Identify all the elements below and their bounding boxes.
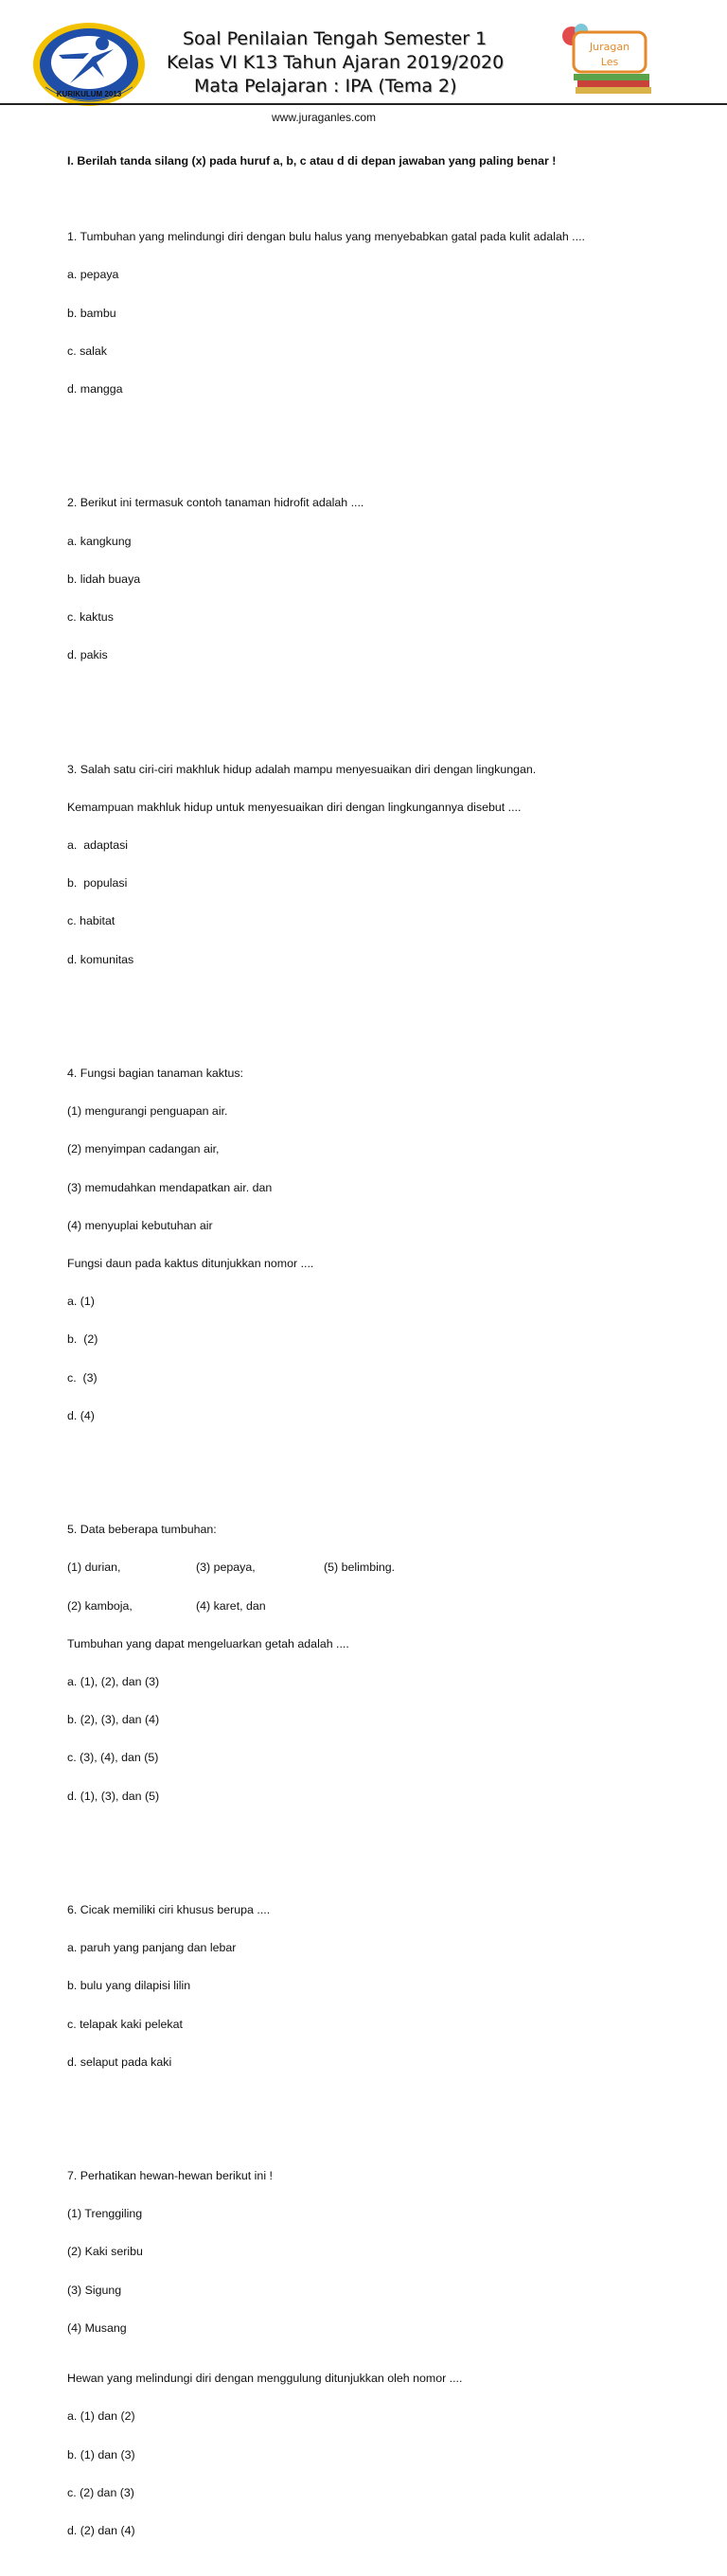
- question-prompt: Hewan yang melindungi diri dengan menggulung ditunjukkan oleh nomor ....: [67, 2372, 463, 2386]
- option: b. (1) dan (3): [67, 2447, 135, 2461]
- question-prompt: Fungsi daun pada kaktus ditunjukkan nomor ....: [67, 1256, 314, 1270]
- question-text: 5. Data beberapa tumbuhan:: [67, 1523, 217, 1537]
- list-item: (4) menyuplai kebutuhan air: [67, 1218, 213, 1232]
- question-text: 2. Berikut ini termasuk contoh tanaman hidrofit adalah ....: [67, 496, 364, 510]
- document-title: Soal Penilaian Tengah Semester 1: [183, 28, 488, 49]
- list-item: (1) mengurangi penguapan air.: [67, 1104, 228, 1119]
- question-text: 6. Cicak memiliki ciri khusus berupa ....: [67, 1902, 271, 1916]
- option: a. pepaya: [67, 268, 119, 282]
- option: a. adaptasi: [67, 838, 129, 852]
- option: d. selaput pada kaki: [67, 2055, 172, 2069]
- list-item: (2) menyimpan cadangan air,: [67, 1142, 220, 1156]
- option: a. (1): [67, 1295, 95, 1309]
- option: b. (2): [67, 1332, 98, 1347]
- list-item: (5) belimbing.: [324, 1561, 396, 1575]
- option: b. bambu: [67, 306, 116, 320]
- svg-text:KURIKULUM 2013: KURIKULUM 2013: [56, 90, 122, 98]
- question-3: [67, 738, 692, 992]
- option: c. salak: [67, 344, 108, 358]
- question-text: 4. Fungsi bagian tanaman kaktus:: [67, 1066, 243, 1080]
- kurikulum-2013-logo: [30, 21, 150, 108]
- option: b. (2), (3), dan (4): [67, 1713, 160, 1727]
- header-divider: [0, 103, 727, 105]
- question-2: [67, 472, 692, 688]
- option: d. pakis: [67, 648, 108, 662]
- question-5: [67, 1498, 692, 1828]
- option: c. (3), (4), dan (5): [67, 1751, 159, 1765]
- question-text: 7. Perhatikan hewan-hewan berikut ini !: [67, 2168, 273, 2182]
- document-header: [0, 0, 727, 124]
- list-item: (4) karet, dan: [196, 1598, 266, 1613]
- website-url: www.juraganles.com: [272, 111, 377, 124]
- option: a. paruh yang panjang dan lebar: [67, 1941, 237, 1955]
- question-text: 3. Salah satu ciri-ciri makhluk hidup adalah mampu menyesuaikan diri dengan lingkungan.: [67, 762, 537, 776]
- document-class-year: Kelas VI K13 Tahun Ajaran 2019/2020: [167, 52, 505, 73]
- option: b. bulu yang dilapisi lilin: [67, 1979, 191, 1993]
- instruction: I. Berilah tanda silang (x) pada huruf a, b, c atau d di depan jawaban yang paling benar !: [67, 153, 557, 168]
- list-item: (4) Musang: [67, 2320, 127, 2335]
- option: c. kaktus: [67, 610, 114, 625]
- svg-text:Juragan: Juragan: [589, 41, 630, 53]
- option: a. (1), (2), dan (3): [67, 1674, 160, 1688]
- option: d. komunitas: [67, 952, 134, 966]
- option: c. telapak kaki pelekat: [67, 2017, 183, 2031]
- list-item: (3) pepaya,: [196, 1561, 256, 1575]
- list-item: (1) Trenggiling: [67, 2207, 143, 2221]
- plant-list-row: [67, 1600, 692, 1613]
- list-item: (2) Kaki seribu: [67, 2245, 143, 2259]
- option: c. habitat: [67, 914, 115, 928]
- option: a. kangkung: [67, 534, 132, 548]
- question-7: [67, 2144, 692, 2563]
- option: c. (2) dan (3): [67, 2485, 134, 2499]
- option: c. (3): [67, 1370, 98, 1385]
- list-item: (3) memudahkan mendapatkan air. dan: [67, 1180, 273, 1194]
- option: d. (4): [67, 1408, 95, 1422]
- question-6: [67, 1879, 692, 2094]
- plant-list-row: [67, 1561, 692, 1574]
- option: a. (1) dan (2): [67, 2409, 135, 2424]
- question-text: Kemampuan makhluk hidup untuk menyesuaikan diri dengan lingkungannya disebut ....: [67, 800, 522, 814]
- option: d. (1), (3), dan (5): [67, 1789, 160, 1803]
- question-prompt: Tumbuhan yang dapat mengeluarkan getah adalah ....: [67, 1636, 349, 1650]
- question-1: [67, 205, 692, 421]
- document-subject: Mata Pelajaran : IPA (Tema 2): [194, 76, 457, 97]
- question-text: 1. Tumbuhan yang melindungi diri dengan bulu halus yang menyebabkan gatal pada kulit adalah ....: [67, 230, 585, 244]
- list-item: (3) Sigung: [67, 2283, 122, 2297]
- list-item: (1) durian,: [67, 1561, 121, 1575]
- option: d. mangga: [67, 382, 123, 397]
- option: d. (2) dan (4): [67, 2523, 135, 2537]
- list-item: (2) kamboja,: [67, 1598, 133, 1613]
- option: b. lidah buaya: [67, 572, 141, 586]
- question-sheet: [67, 130, 692, 2576]
- option: b. populasi: [67, 876, 128, 891]
- question-4: [67, 1042, 692, 1448]
- juragan-les-logo: [553, 19, 657, 97]
- svg-text:Les: Les: [600, 56, 619, 68]
